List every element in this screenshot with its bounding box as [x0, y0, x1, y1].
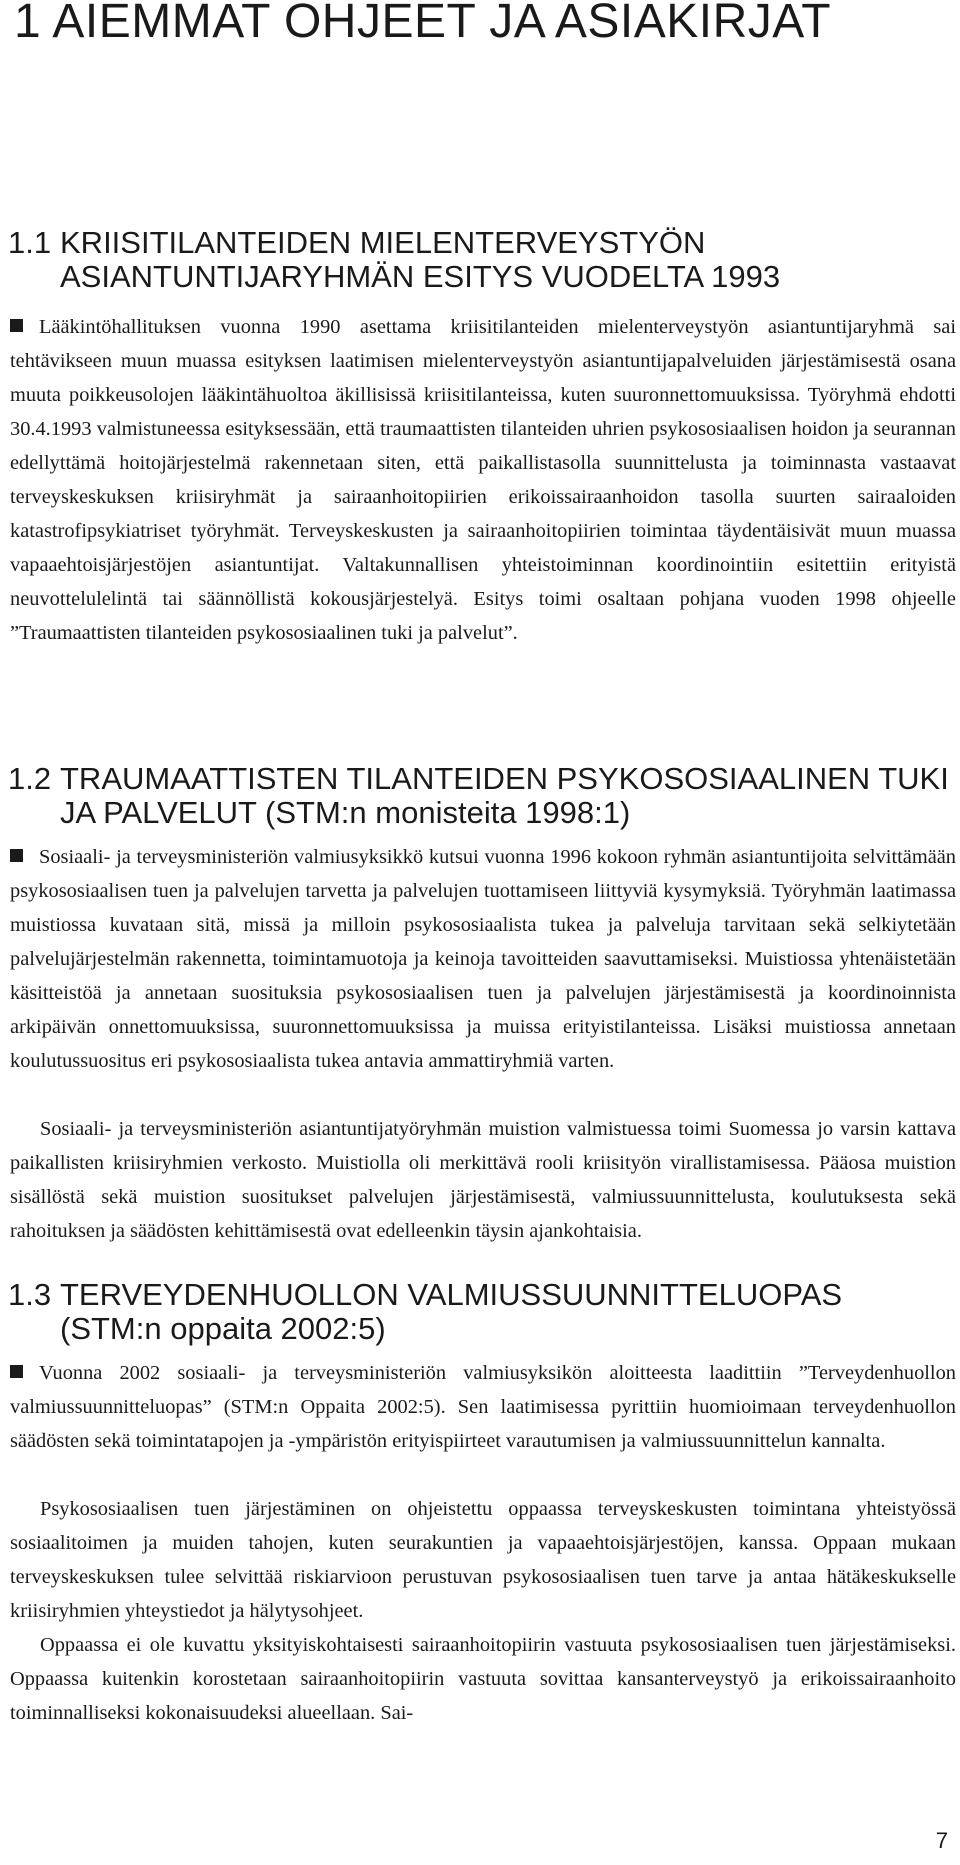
section-1-3-paragraph-3: Oppaassa ei ole kuvattu yksityiskohtaisesti sairaanhoitopiirin vastuuta psykososiaalisen tuen järjestämiseksi. Oppaassa kuitenkin korostetaan sairaanhoitopiirin vastuuta sovittaa kansanterveystyö ja erikoissairaanhoito toiminnalliseksi kokonaisuudeksi alueellaan. Sai- — [10, 1634, 956, 1724]
section-title-line1: TRAUMAATTISTEN TILANTEIDEN PSYKOSOSIAALINEN TUKI — [60, 761, 949, 796]
section-title-line2: ASIANTUNTIJARYHMÄN ESITYS VUODELTA 1993 — [60, 259, 781, 294]
section-1-1-heading — [8, 226, 780, 294]
page-number: 7 — [935, 1828, 948, 1853]
section-1-3-heading — [8, 1278, 842, 1346]
section-number: 1.3 — [8, 1277, 52, 1312]
section-1-2-paragraph-2: Sosiaali- ja terveysministeriön asiantuntijatyöryhmän muistion valmistuessa toimi Suomessa jo varsin kattava paikallisten kriisiryhmien verkosto. Muistiolla oli merkittävä rooli kriisityön virallistamisessa. Pääosa muistion sisällöstä sekä muistion suositukset palvelujen järjestämisestä, valmiussuunnittelusta, koulutuksesta sekä rahoituksen ja säädösten kehittämisestä ovat edelleenkin täysin ajankohtaisia. — [10, 1118, 956, 1242]
chapter-title: 1 AIEMMAT OHJEET JA ASIAKIRJAT — [14, 0, 832, 48]
section-title-line2: JA PALVELUT (STM:n monisteita 1998:1) — [60, 795, 631, 830]
section-number: 1.2 — [8, 761, 52, 796]
paragraph-text: Sosiaali- ja terveysministeriön valmiusyksikkö kutsui vuonna 1996 kokoon ryhmän asiantuntijoita selvittämään psykososiaalisen tuen ja palvelujen tarvetta ja palvelujen tuottamiseen liittyviä kysymyksiä. Työryhmän laatimassa muistiossa kuvataan sitä, missä ja milloin psykososiaalista tukea ja palveluja tarvitaan sekä selkiytetään palvelujärjestelmän rakennetta, toimintamuotoja ja keinoja tavoitteiden saavuttamiseksi. Muistiossa yhtenäistetään käsitteistöä ja annetaan suosituksia psykososiaalisen tuen ja palvelujen järjestämisestä ja koordinoinnista arkipäivän onnettomuuksissa, suuronnettomuuksissa ja muissa erityistilanteissa. Lisäksi muistiossa annetaan koulutussuositus eri psykososiaalista tukea antavia ammattiryhmiä varten. — [10, 846, 956, 1072]
section-title-line2: (STM:n oppaita 2002:5) — [60, 1311, 386, 1346]
section-1-1-paragraph-1 — [10, 310, 956, 650]
square-bullet-icon — [10, 319, 23, 332]
section-1-3-paragraph-2: Psykososiaalisen tuen järjestäminen on ohjeistettu oppaassa terveyskeskusten toimintana yhteistyössä sosiaalitoimen ja muiden tahojen, kuten seurakuntien ja vapaaehtoisjärjestöjen, kanssa. Oppaan mukaan terveyskeskuksen tulee selvittää riskiarvioon perustuvan psykososiaalisen tuen tarve ja antaa hätäkeskukselle kriisiryhmien yhteystiedot ja hälytysohjeet. — [10, 1498, 956, 1622]
square-bullet-icon — [10, 849, 23, 862]
section-1-3-paragraph-1 — [10, 1356, 956, 1458]
paragraph-text: Vuonna 2002 sosiaali- ja terveysministeriön valmiusyksikön aloitteesta laadittiin ”Terveydenhuollon valmiussuunnitteluopas” (STM:n Oppaita 2002:5). Sen laatimisessa pyrittiin huomioimaan terveydenhuollon säädösten sekä toimintatapojen ja -ympäristön erityispiirteet varautumisen ja valmiussuunnittelun kannalta. — [10, 1362, 956, 1452]
section-title-line1: TERVEYDENHUOLLON VALMIUSSUUNNITTELUOPAS — [60, 1277, 843, 1312]
section-number: 1.1 — [8, 225, 52, 260]
section-title-line1: KRIISITILANTEIDEN MIELENTERVEYSTYÖN — [60, 225, 706, 260]
square-bullet-icon — [10, 1365, 23, 1378]
section-1-2-paragraph-1 — [10, 840, 956, 1078]
paragraph-text: Lääkintöhallituksen vuonna 1990 asettama kriisitilanteiden mielenterveystyön asiantuntijaryhmä sai tehtävikseen muun muassa esityksen laatimisen mielenterveystyön asiantuntijapalveluiden järjestämisestä osana muuta poikkeusolojen lääkintähuoltoa äkillisissä kriisitilanteissa, kuten suuronnettomuuksissa. Työryhmä ehdotti 30.4.1993 valmistuneessa esityksessään, että traumaattisten tilanteiden uhrien psykososiaalisen hoidon ja seurannan edellyttämä hoitojärjestelmä rakennetaan siten, että paikallistasolla suunnittelusta ja toiminnasta vastaavat terveyskeskuksen kriisiryhmät ja sairaanhoitopiirien erikoissairaanhoidon tasolla suurten sairaaloiden katastrofipsykiatriset työryhmät. Terveyskeskusten ja sairaanhoitopiirien toimintaa täydentäisivät muun muassa vapaaehtoisjärjestöjen asiantuntijat. Valtakunnallisen yhteistoiminnan koordinointiin esitettiin erityistä neuvottelulelintä tai säännöllistä kokousjärjestelyä. Esitys toimi osaltaan pohjana vuoden 1998 ohjeelle ”Traumaattisten tilanteiden psykososiaalinen tuki ja palvelut”. — [10, 316, 956, 644]
section-1-2-heading — [8, 762, 949, 830]
